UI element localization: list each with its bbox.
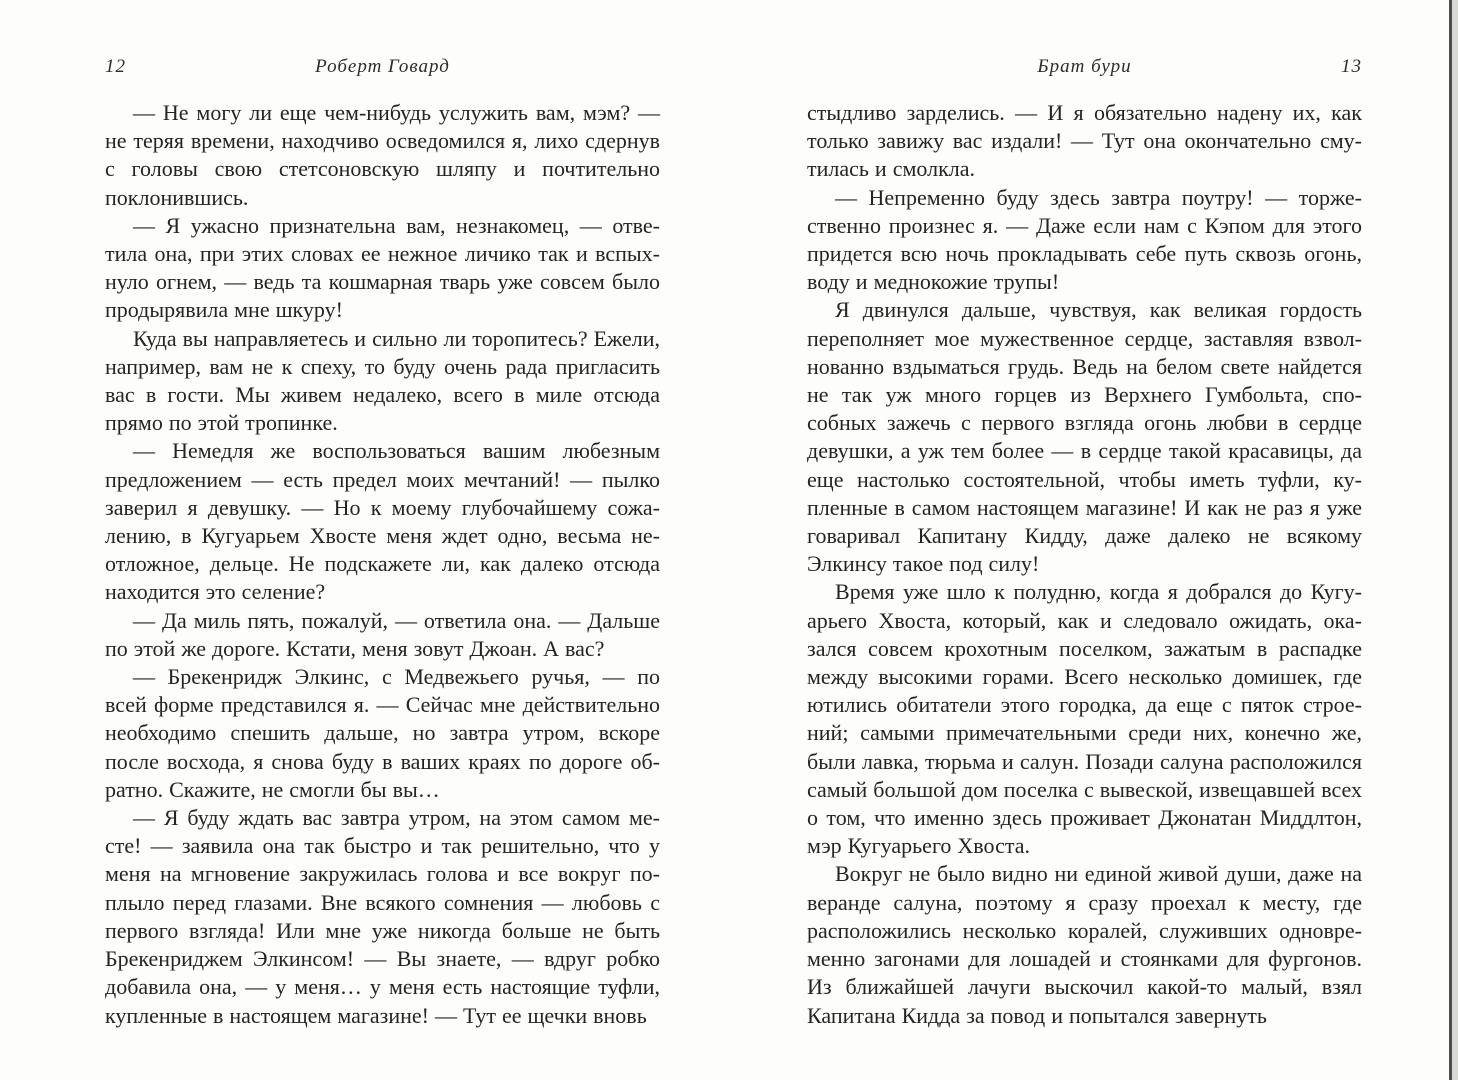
page-text-right: [807, 99, 1362, 1030]
running-head: Роберт Говард: [315, 56, 450, 77]
page-number: 12: [105, 56, 126, 77]
paragraph: стыдливо зарделись. — И я обязательно надену их, как только завижу вас издали! — Тут она окончательно смутилась и смолкла.: [807, 100, 1362, 182]
running-head: Брат бури: [1037, 56, 1132, 77]
page-text-left: [105, 99, 660, 1030]
paragraph: — Да миль пять, пожалуй, — ответила она. — Дальше по этой же дороге. Кстати, меня зовут Джоан. А вас?: [105, 607, 660, 661]
paragraph: — Непременно буду здесь завтра поутру! — торжественно произнес я. — Даже если нам с Кэпом для этого придется всю ночь прокладывать себе путь сквозь огонь, воду и меднокожие трупы!: [807, 184, 1362, 295]
paragraph: — Брекенридж Элкинс, с Медвежьего ручья, — по всей форме представился я. — Сейчас мне действительно необходимо спешить дальше, но завтра утром, вскоре после восхода, я снова буду в ваших краях по дороге обратно. Скажите, не смогли бы вы…: [105, 664, 660, 802]
paragraph: Куда вы направляетесь и сильно ли торопитесь? Ежели, например, вам не к спеху, то буду очень рада пригласить вас в гости. Мы живем недалеко, всего в миле отсюда прямо по этой тропинке.: [105, 325, 660, 436]
scan-edge-strip: [1452, 0, 1458, 1080]
page-header-right: [807, 56, 1362, 78]
page-right: [729, 0, 1458, 1080]
paragraph: — Я ужасно признательна вам, незнакомец, — ответила она, при этих словах ее нежное личико так и вспыхнуло огнем, — ведь та кошмарная тварь уже совсем было продырявила мне шкуру!: [105, 212, 660, 323]
paragraph: — Не могу ли еще чем-нибудь услужить вам, мэм? — не теряя времени, находчиво осведомился я, лихо сдернув с головы свою стетсоновскую шляпу и почтительно поклонившись.: [105, 100, 660, 210]
paragraph: Вокруг не было видно ни единой живой души, даже на веранде салуна, поэтому я сразу проехал к месту, где расположились несколько коралей, служивших одновременно загонами для лошадей и стоянками для фургонов. Из ближайшей лачуги выскочил какой-то малый, взял Капитана Кидда за повод и попытался завернуть: [807, 861, 1362, 1028]
page-header-left: [105, 56, 660, 78]
paragraph: — Немедля же воспользоваться вашим любезным предложением — есть предел моих мечтаний! — пылко заверил я девушку. — Но к моему глубочайшему сожалению, в Кугуарьем Хвосте меня ждет одно, весьма неотложное, дельце. Не подскажете ли, как далеко отсюда находится это селение?: [105, 438, 660, 605]
paragraph: Время уже шло к полудню, когда я добрался до Кугуарьего Хвоста, который, как и следовало ожидать, оказался совсем крохотным поселком, зажатым в распадке между высокими горами. Всего несколько домишек, где ютились обитатели этого городка, да еще с пяток строений; самыми примечательными среди них, конечно же, были лавка, тюрьма и салун. Позади салуна расположился самый большой дом поселка с вывеской, извещавшей всех о том, что именно здесь проживает Джонатан Миддлтон, мэр Кугуарьего Хвоста.: [807, 579, 1362, 859]
page-number: 13: [1341, 56, 1362, 77]
paragraph: Я двинулся дальше, чувствуя, как великая гордость переполняет мое мужественное сердце, заставляя взволнованно вздыматься грудь. Ведь на белом свете найдется не так уж много горцев из Верхнего Гумбольта, способных зажечь с первого взгляда огонь любви в сердце девушки, а уж тем более — в сердце такой красавицы, да еще настолько состоятельной, чтобы иметь туфли, купленные в самом настоящем магазине! И как не раз я уже говаривал Капитану Кидду, даже далеко не всякому Элкинсу такое под силу!: [807, 297, 1362, 577]
paragraph: — Я буду ждать вас завтра утром, на этом самом месте! — заявила она так быстро и так решительно, что у меня на мгновение закружилась голова и все вокруг поплыло перед глазами. Вне всякого сомнения — любовь с первого взгляда! Или мне уже никогда больше не быть Брекенриджем Элкинсом! — Вы знаете, — вдруг робко добавила она, — у меня… у меня есть настоящие туфли, купленные в настоящем магазине! — Тут ее щечки вновь: [105, 805, 660, 1028]
